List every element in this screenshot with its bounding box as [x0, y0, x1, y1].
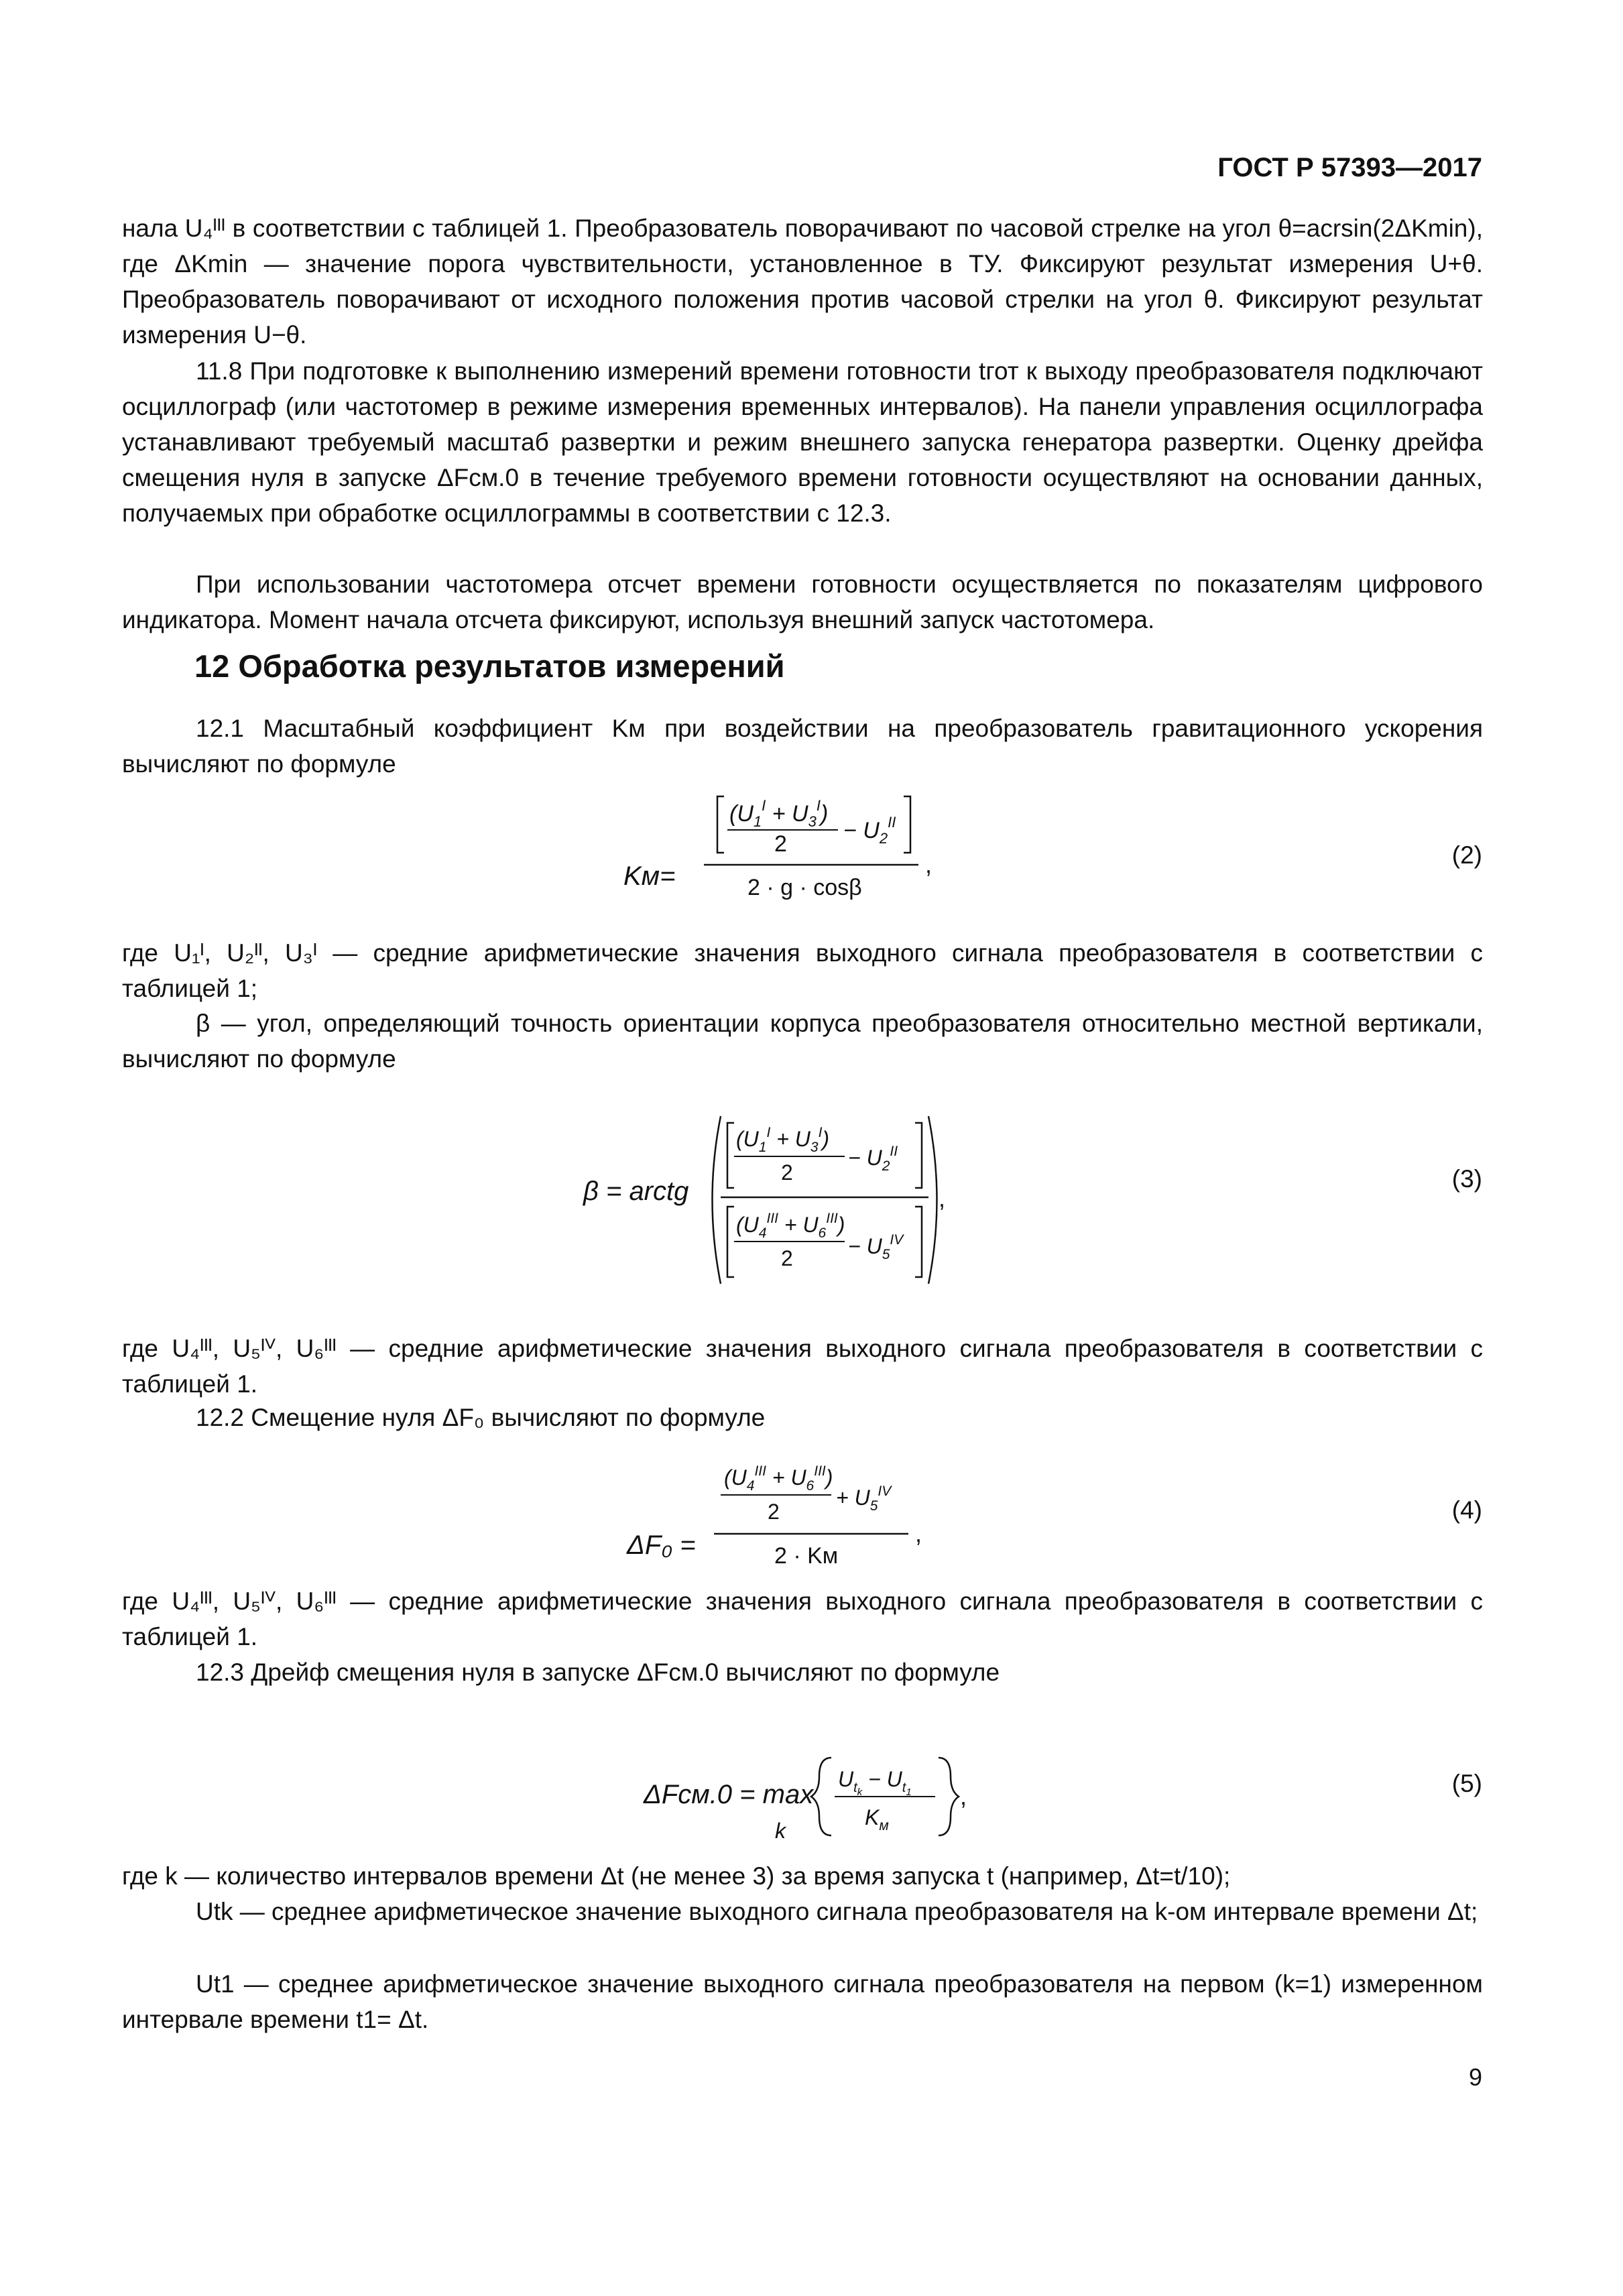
- eq2-tail: ,: [925, 851, 933, 878]
- svg-text:Utk − Ut1: $U_tk - U_t1$: [838, 1767, 912, 1798]
- eq3-lhs: β = arctg: [583, 1176, 689, 1206]
- eq3-two-bottom: 2: [781, 1246, 793, 1270]
- p4-text: 12.1 Масштабный коэффициент Kм при воздействии на преобразователь гравитационного ускорения вычисляют по формуле: [122, 715, 1483, 778]
- paragraph-ut1: [122, 1966, 1483, 2037]
- p11-text: где k — количество интервалов времени Δt (не менее 3) за время запуска t (например, Δt=t/10);: [122, 1862, 1231, 1890]
- p2-text: 11.8 При подготовке к выполнению измерений времени готовности tгот к выходу преобразователя подключают осциллограф (или частотомер в режиме измерения временных интервалов). На панели управления осциллографа устанавливают требуемый масштаб развертки и режим внешнего запуска генератора развертки. Оценку дрейфа смещения нуля в запуске ΔFсм.0 в течение требуемого времени готовности осуществляют на основании данных, получаемых при обработке осциллограммы в соответствии с 12.3.: [122, 357, 1483, 527]
- paragraph-12-3: [122, 1654, 1483, 1690]
- svg-text:2: 2: [768, 1500, 780, 1524]
- eq5-lhs: ΔFсм.0 = max: [644, 1780, 814, 1809]
- equation-4: [627, 1455, 949, 1575]
- eq4-denominator: 2 · Kм: [774, 1543, 839, 1569]
- paragraph-utk: [122, 1894, 1483, 1929]
- svg-text:(U4III + U6III): $(U_4^{III} + U_6^{III})$: [736, 1211, 845, 1241]
- svg-text:+ U5IV: + $U_5^{IV}$: [836, 1484, 892, 1514]
- p10-text: 12.3 Дрейф смещения нуля в запуске ΔFсм.0 вычисляют по формуле: [196, 1658, 1000, 1686]
- paragraph-where-k: [122, 1858, 1483, 1894]
- page-number: 9: [1468, 2063, 1482, 2091]
- equation-2-number: (2): [1451, 841, 1482, 869]
- eq5-tail: ,: [960, 1783, 967, 1810]
- eq3-two-top: 2: [781, 1160, 793, 1185]
- p8-text: 12.2 Смещение нуля ΔF₀ вычисляют по формуле: [196, 1404, 766, 1431]
- eq4-lhs: ΔF₀ =: [627, 1530, 696, 1560]
- p5-text: где U₁ᴵ, U₂ᴵᴵ, U₃ᴵ — средние арифметические значения выходного сигнала преобразователя в соответствии с таблицей 1;: [122, 939, 1483, 1002]
- document-number: ГОСТ Р 57393—2017: [1217, 153, 1482, 182]
- svg-text:(U4III + U6III): $(U_4^{III} + U_6^{III})$: [724, 1463, 833, 1494]
- svg-text:(U1I + U3I): $(U_1^I + U_3^I)$: [729, 797, 829, 830]
- eq3-tail: ,: [939, 1185, 946, 1212]
- eq2-lhs: Kм=: [623, 861, 676, 891]
- paragraph-where-3: [122, 1583, 1483, 1654]
- p3-text: При использовании частотомера отсчет времени готовности осуществляется по показателям цифрового индикатора. Момент начала отсчета фиксируют, используя внешний запуск частотомера.: [122, 570, 1483, 633]
- svg-text:Kм: $K_м$: [865, 1805, 889, 1833]
- equation-3-number: (3): [1451, 1165, 1482, 1193]
- paragraph-11-8: [122, 353, 1483, 531]
- eq5-sub-k: k: [775, 1819, 786, 1843]
- equation-3: [583, 1113, 959, 1301]
- section-title: 12 Обработка результатов измерений: [194, 648, 785, 684]
- paragraph-p1: [122, 210, 1483, 353]
- equation-5-number: (5): [1451, 1770, 1482, 1797]
- p13-text: Ut1 — среднее арифметическое значение выходного сигнала преобразователя на первом (k=1) измеренном интервале времени t1= Δt.: [122, 1970, 1483, 2033]
- p7-text: где U₄ᴵᴵᴵ, U₅ᴵⱽ, U₆ᴵᴵᴵ — средние арифметические значения выходного сигнала преобразователя в соответствии с таблицей 1.: [122, 1335, 1483, 1398]
- p1-text: нала U₄ᴵᴵᴵ в соответствии с таблицей 1. Преобразователь поворачивают по часовой стрелке на угол θ=acrsin(2ΔKmin), где ΔKmin — значение порога чувствительности, установленное в ТУ. Фиксируют результат измерения U+θ. Преобразователь поворачивают от исходного положения против часовой стрелки на угол θ. Фиксируют результат измерения U−θ.: [122, 215, 1483, 349]
- paragraph-12-2: [122, 1400, 1483, 1435]
- paragraph-where-1: [122, 935, 1483, 1006]
- paragraph-beta: [122, 1006, 1483, 1077]
- paragraph-where-2: [122, 1331, 1483, 1402]
- p6-text: β — угол, определяющий точность ориентации корпуса преобразователя относительно местной вертикали, вычисляют по формуле: [122, 1010, 1483, 1073]
- svg-text:− U2II: − $U_2^{II}$: [848, 1144, 898, 1174]
- svg-text:− U2II: − $U_2^{II}$: [843, 814, 896, 847]
- equation-4-number: (4): [1451, 1496, 1482, 1524]
- eq2-denominator: 2 · g · cosβ: [747, 875, 862, 900]
- equation-5: [644, 1750, 979, 1850]
- svg-text:2: 2: [774, 831, 787, 857]
- paragraph-frequency-meter: [122, 566, 1483, 638]
- equation-2: [623, 791, 972, 925]
- p9-text: где U₄ᴵᴵᴵ, U₅ᴵⱽ, U₆ᴵᴵᴵ — средние арифметические значения выходного сигнала преобразователя в соответствии с таблицей 1.: [122, 1587, 1483, 1650]
- paragraph-12-1: [122, 711, 1483, 782]
- p12-text: Utk — среднее арифметическое значение выходного сигнала преобразователя на k-ом интервале времени Δt;: [196, 1898, 1478, 1925]
- eq4-tail: ,: [915, 1520, 922, 1547]
- svg-text:(U1I + U3I): $(U_1^I + U_3^I)$: [736, 1125, 830, 1155]
- svg-text:− U5IV: − $U_5^{IV}$: [848, 1232, 904, 1262]
